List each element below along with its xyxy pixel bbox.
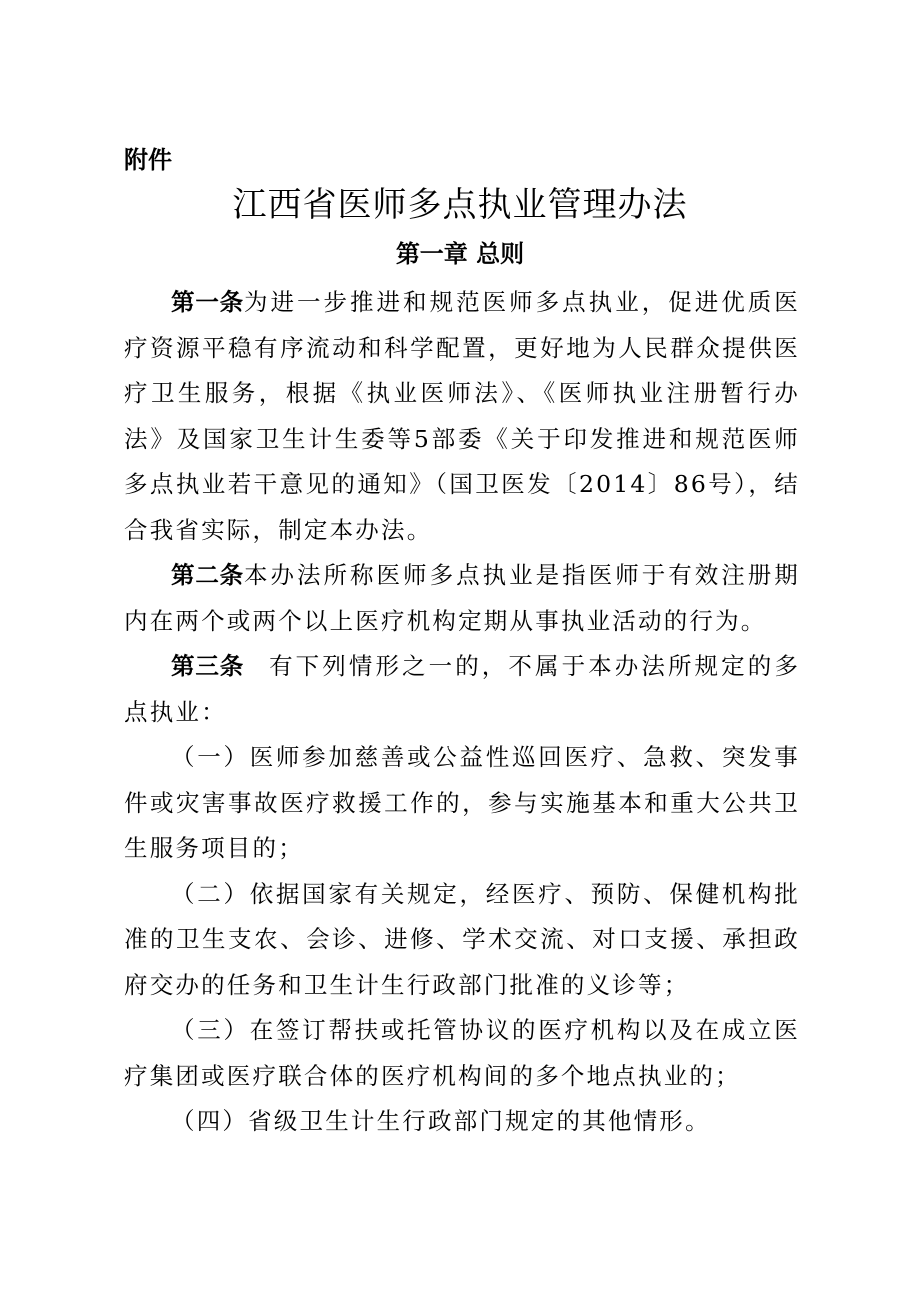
article-text: 本办法所称医师多点执业是指医师于有效注册期内在两个或两个以上医疗机构定期从事执业活动的行为。 — [124, 561, 800, 635]
document-body — [124, 280, 800, 1145]
list-item: （四）省级卫生计生行政部门规定的其他情形。 — [171, 1107, 711, 1135]
article-text: 有下列情形之一的，不属于本办法所规定的多点执业： — [124, 652, 801, 726]
article-label: 第三条 — [171, 652, 245, 680]
list-item: （一）医师参加慈善或公益性巡回医疗、急救、突发事件或灾害事故医疗救援工作的，参与实施基本和重大公共卫生服务项目的； — [124, 743, 800, 862]
document-title: 江西省医师多点执业管理办法 — [232, 185, 688, 225]
chapter-heading: 第一章 总则 — [395, 240, 525, 268]
article-3 — [124, 644, 800, 735]
attachment-label: 附件 — [124, 146, 172, 174]
article-2 — [124, 553, 800, 644]
article-label: 第二条 — [171, 561, 244, 589]
article-label: 第一条 — [171, 288, 244, 316]
list-item: （三）在签订帮扶或托管协议的医疗机构以及在成立医疗集团或医疗联合体的医疗机构间的多个地点执业的； — [124, 1016, 800, 1090]
article-text: 为进一步推进和规范医师多点执业，促进优质医疗资源平稳有序流动和科学配置，更好地为人民群众提供医疗卫生服务，根据《执业医师法》、《医师执业注册暂行办法》及国家卫生计生委等5部委《关于印发推进和规范医师多点执业若干意见的通知》（国卫医发〔2014〕86号），结合我省实际，制定本办法。 — [124, 288, 800, 544]
list-item: （二）依据国家有关规定，经医疗、预防、保健机构批准的卫生支农、会诊、进修、学术交流、对口支援、承担政府交办的任务和卫生计生行政部门批准的义诊等； — [124, 879, 800, 999]
article-1 — [124, 280, 800, 553]
